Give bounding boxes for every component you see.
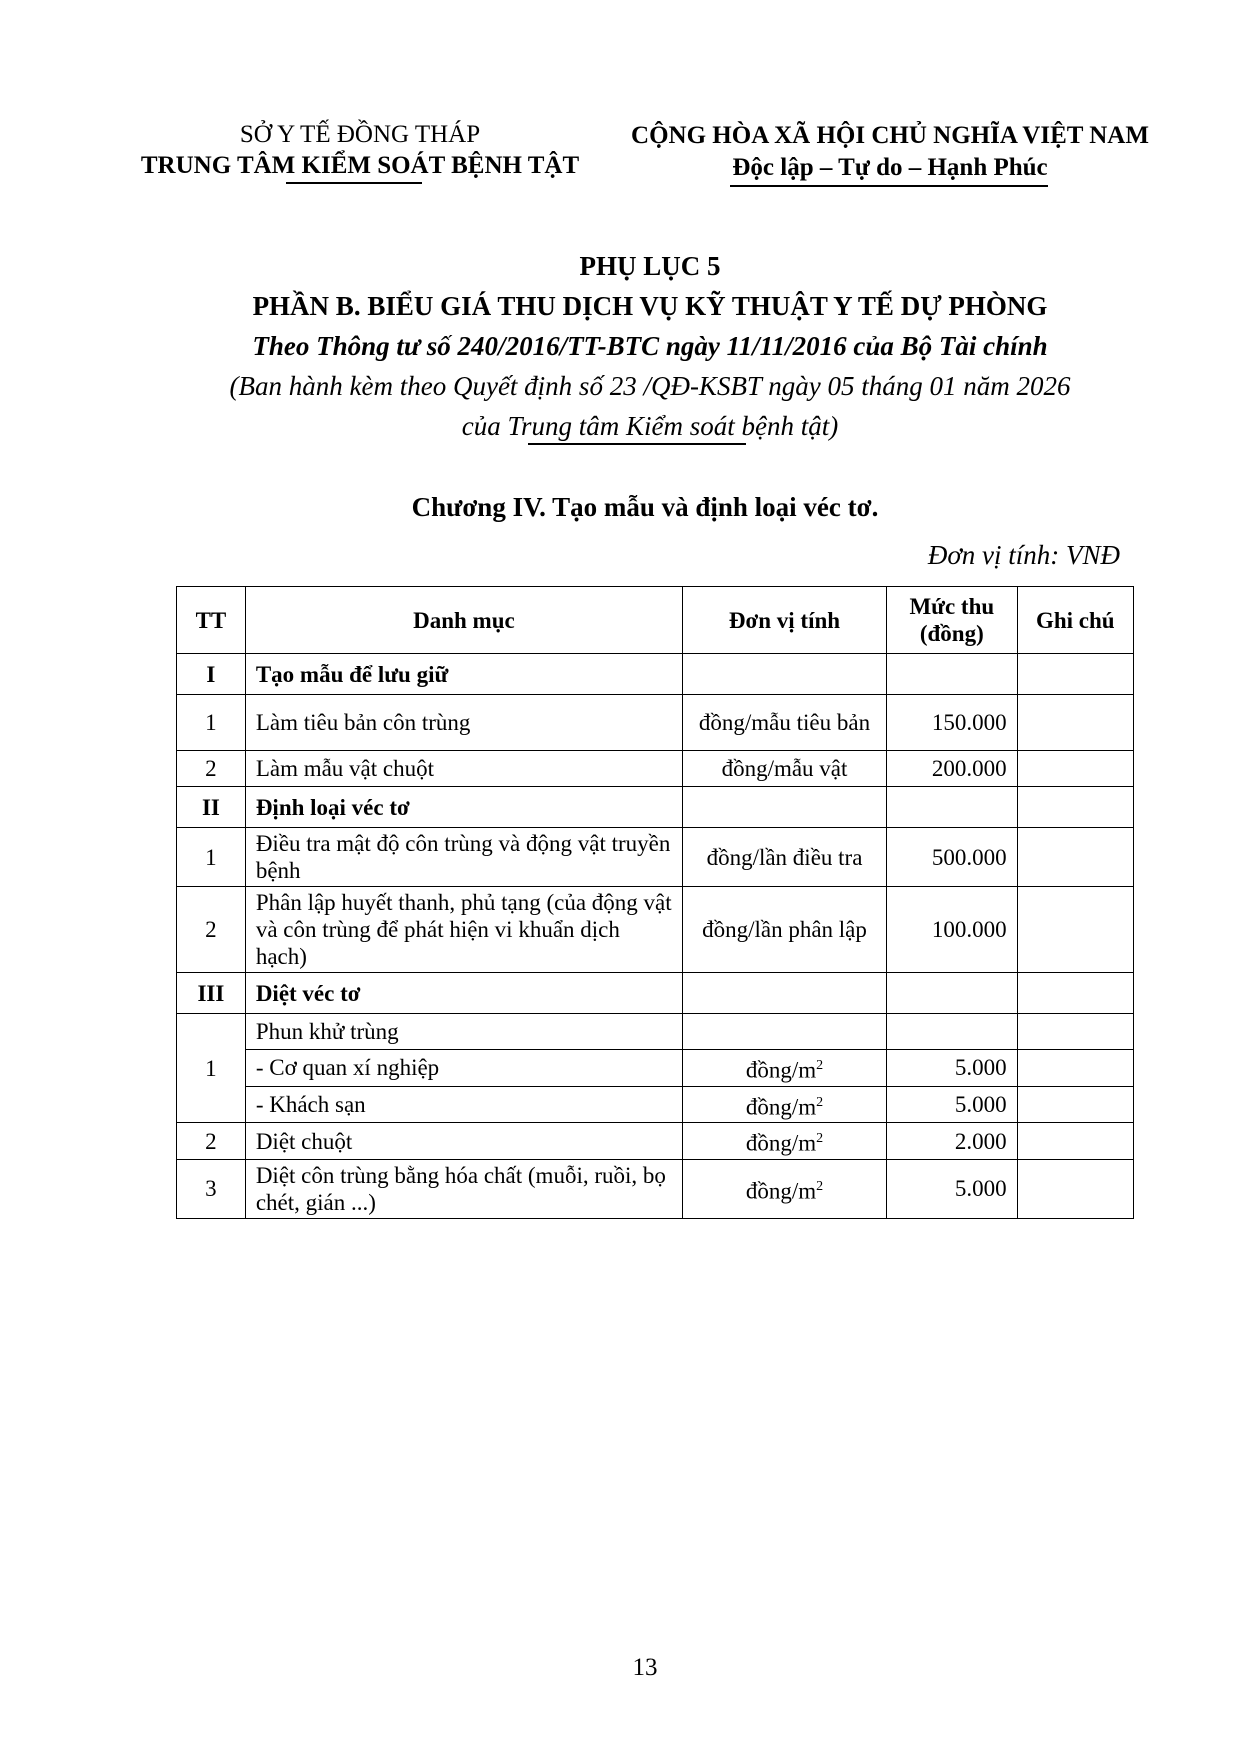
header-tt: TT	[177, 587, 246, 654]
national-header	[620, 120, 1160, 184]
page-number: 13	[632, 1654, 658, 1681]
decision-reference-line2: của Trung tâm Kiểm soát bệnh tật)	[461, 411, 839, 441]
agency-underline	[286, 182, 422, 184]
decision-reference-line1: (Ban hành kèm theo Quyết định số 23 /QĐ-KSBT ngày 05 tháng 01 năm 2026	[229, 371, 1071, 401]
appendix-title: PHỤ LỤC 5	[579, 251, 721, 281]
table-header-row	[177, 587, 1134, 654]
table-row: 2 Làm mẫu vật chuột đồng/mẫu vật 200.000	[177, 751, 1134, 787]
chapter-heading: Chương IV. Tạo mẫu và định loại véc tơ.	[411, 492, 879, 522]
header-note: Ghi chú	[1017, 587, 1133, 654]
table-row: 2 Phân lập huyết thanh, phủ tạng (của động vật và côn trùng để phát hiện vi khuẩn dịch hạch) đồng/lần phân lập 100.000	[177, 887, 1134, 973]
country-name: CỘNG HÒA XÃ HỘI CHỦ NGHĨA VIỆT NAM	[631, 122, 1149, 149]
header-name: Danh mục	[245, 587, 682, 654]
motto-underline	[730, 185, 1048, 187]
table-row: 1 Phun khử trùng	[177, 1014, 1134, 1050]
header-unit: Đơn vị tính	[682, 587, 886, 654]
table-row: 1 Làm tiêu bản côn trùng đồng/mẫu tiêu bản 150.000	[177, 695, 1134, 751]
currency-unit-note: Đơn vị tính: VNĐ	[927, 540, 1120, 570]
table-row: 2 Diệt chuột đồng/$m^2$ 2.000	[177, 1123, 1134, 1160]
agency-name: TRUNG TÂM KIỂM SOÁT BỆNH TẬT	[140, 152, 580, 179]
document-title-block	[0, 246, 1240, 446]
table-section-row: I Tạo mẫu để lưu giữ	[177, 654, 1134, 695]
national-motto: Độc lập – Tự do – Hạnh Phúc	[732, 154, 1048, 181]
agency-parent: SỞ Y TẾ ĐỒNG THÁP	[239, 121, 481, 148]
table-row: - Khách sạn đồng/$m^2$ 5.000	[177, 1086, 1134, 1123]
table-section-row: III Diệt véc tơ	[177, 973, 1134, 1014]
header-fee: Mức thu (đồng)	[887, 587, 1018, 654]
table-row: 3 Diệt côn trùng bằng hóa chất (muỗi, ruồi, bọ chét, gián ...) đồng/$m^2$ 5.000	[177, 1159, 1134, 1218]
table-row: 1 Điều tra mật độ côn trùng và động vật truyền bệnh đồng/lần điều tra 500.000	[177, 828, 1134, 887]
table-row: - Cơ quan xí nghiệp đồng/$m^2$ 5.000	[177, 1050, 1134, 1087]
table-section-row: II Định loại véc tơ	[177, 787, 1134, 828]
part-title: PHẦN B. BIỂU GIÁ THU DỊCH VỤ KỸ THUẬT Y TẾ DỰ PHÒNG	[252, 291, 1048, 321]
circular-reference: Theo Thông tư số 240/2016/TT-BTC ngày 11/11/2016 của Bộ Tài chính	[252, 331, 1048, 361]
agency-header	[130, 120, 590, 182]
fee-table	[176, 586, 1134, 1219]
title-underline	[528, 443, 746, 445]
